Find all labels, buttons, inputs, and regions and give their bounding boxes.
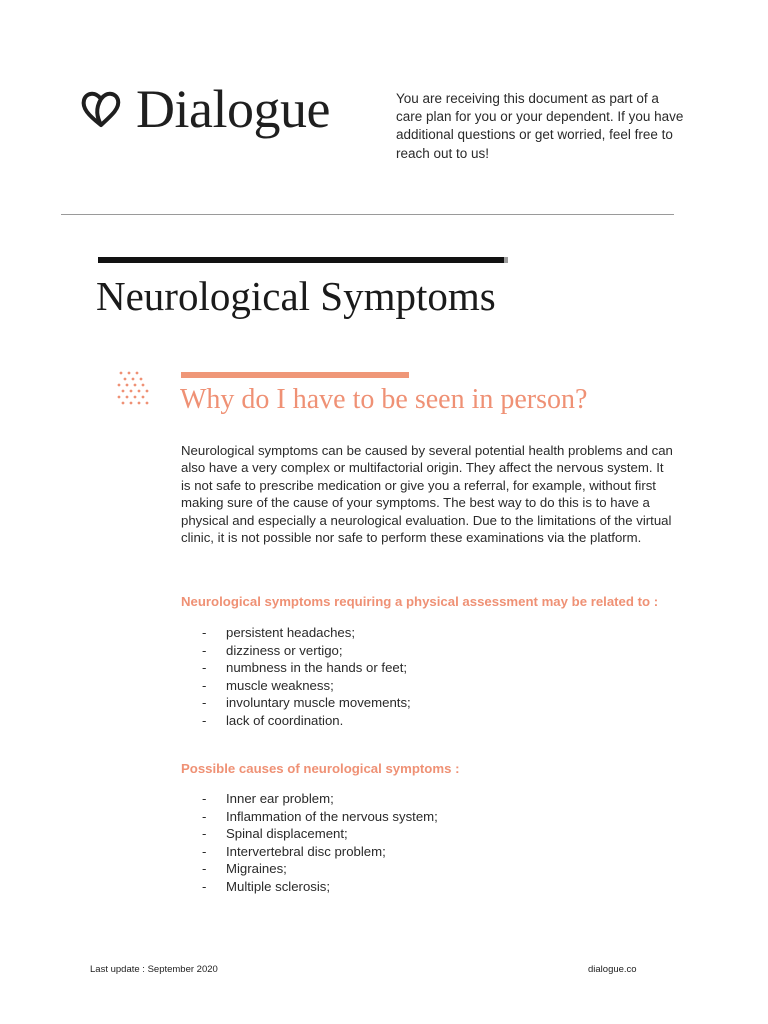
title-accent-bar-shadow <box>504 257 508 263</box>
brand-name: Dialogue <box>136 79 330 139</box>
list-item-text: involuntary muscle movements; <box>226 695 411 711</box>
list-item <box>202 843 438 861</box>
page-title: Neurological Symptoms <box>96 273 496 319</box>
list-item-text: numbness in the hands or feet; <box>226 660 408 676</box>
list-item <box>202 790 438 808</box>
list-item-text: muscle weakness; <box>226 677 334 693</box>
title-accent-bar <box>98 257 506 263</box>
section-accent-bar <box>181 372 409 378</box>
symptoms-subheading: Neurological symptoms requiring a physical assessment may be related to : <box>181 594 659 609</box>
header-divider <box>61 214 674 215</box>
intro-text: You are receiving this document as part of a care plan for you or your dependent. If you have additional questions or get worried, feel free to reach out to us! <box>396 91 684 161</box>
list-item-text: persistent headaches; <box>226 625 356 640</box>
bullet-dash: - <box>202 808 207 824</box>
list-item <box>202 808 438 826</box>
bullet-dash: - <box>202 660 207 676</box>
list-item-text: lack of coordination. <box>226 712 344 728</box>
list-item <box>202 677 411 695</box>
website-link[interactable]: dialogue.co <box>588 964 637 975</box>
causes-list <box>202 790 438 896</box>
list-item-text: Spinal displacement; <box>226 826 348 842</box>
dot-pattern-icon <box>116 370 150 406</box>
last-update-text: Last update : September 2020 <box>90 964 218 975</box>
brand-logo <box>80 79 330 139</box>
bullet-dash: - <box>202 861 207 877</box>
bullet-dash: - <box>202 791 207 806</box>
section-heading: Why do I have to be seen in person? <box>180 384 588 415</box>
list-item <box>202 642 411 660</box>
bullet-dash: - <box>202 843 207 859</box>
section-body: Neurological symptoms can be caused by several potential health problems and can also have a very complex or multifactorial origin. They affect the nervous system. It is not safe to prescribe medication or give you a referral, for example, without first making sure of the cause of your symptoms. The best way to do this is to have a physical and especially a neurological evaluation. Due to the limitations of the virtual clinic, it is not possible nor safe to perform these examinations via the platform. <box>181 443 673 546</box>
list-item-text: Multiple sclerosis; <box>226 878 331 894</box>
bullet-dash: - <box>202 878 207 894</box>
heart-outline-icon <box>80 89 122 129</box>
list-item-text: dizziness or vertigo; <box>226 642 343 658</box>
bullet-dash: - <box>202 712 207 728</box>
list-item <box>202 860 438 878</box>
bullet-dash: - <box>202 695 207 711</box>
list-item-text: Migraines; <box>226 861 287 877</box>
bullet-dash: - <box>202 677 207 693</box>
list-item-text: Intervertebral disc problem; <box>226 843 386 859</box>
list-item <box>202 624 411 642</box>
bullet-dash: - <box>202 625 207 640</box>
list-item <box>202 712 411 730</box>
list-item <box>202 825 438 843</box>
list-item <box>202 659 411 677</box>
bullet-dash: - <box>202 826 207 842</box>
list-item <box>202 878 438 896</box>
list-item-text: Inner ear problem; <box>226 791 334 806</box>
list-item-text: Inflammation of the nervous system; <box>226 808 438 824</box>
bullet-dash: - <box>202 642 207 658</box>
symptoms-list <box>202 624 411 730</box>
causes-subheading: Possible causes of neurological symptoms : <box>181 761 460 776</box>
list-item <box>202 694 411 712</box>
